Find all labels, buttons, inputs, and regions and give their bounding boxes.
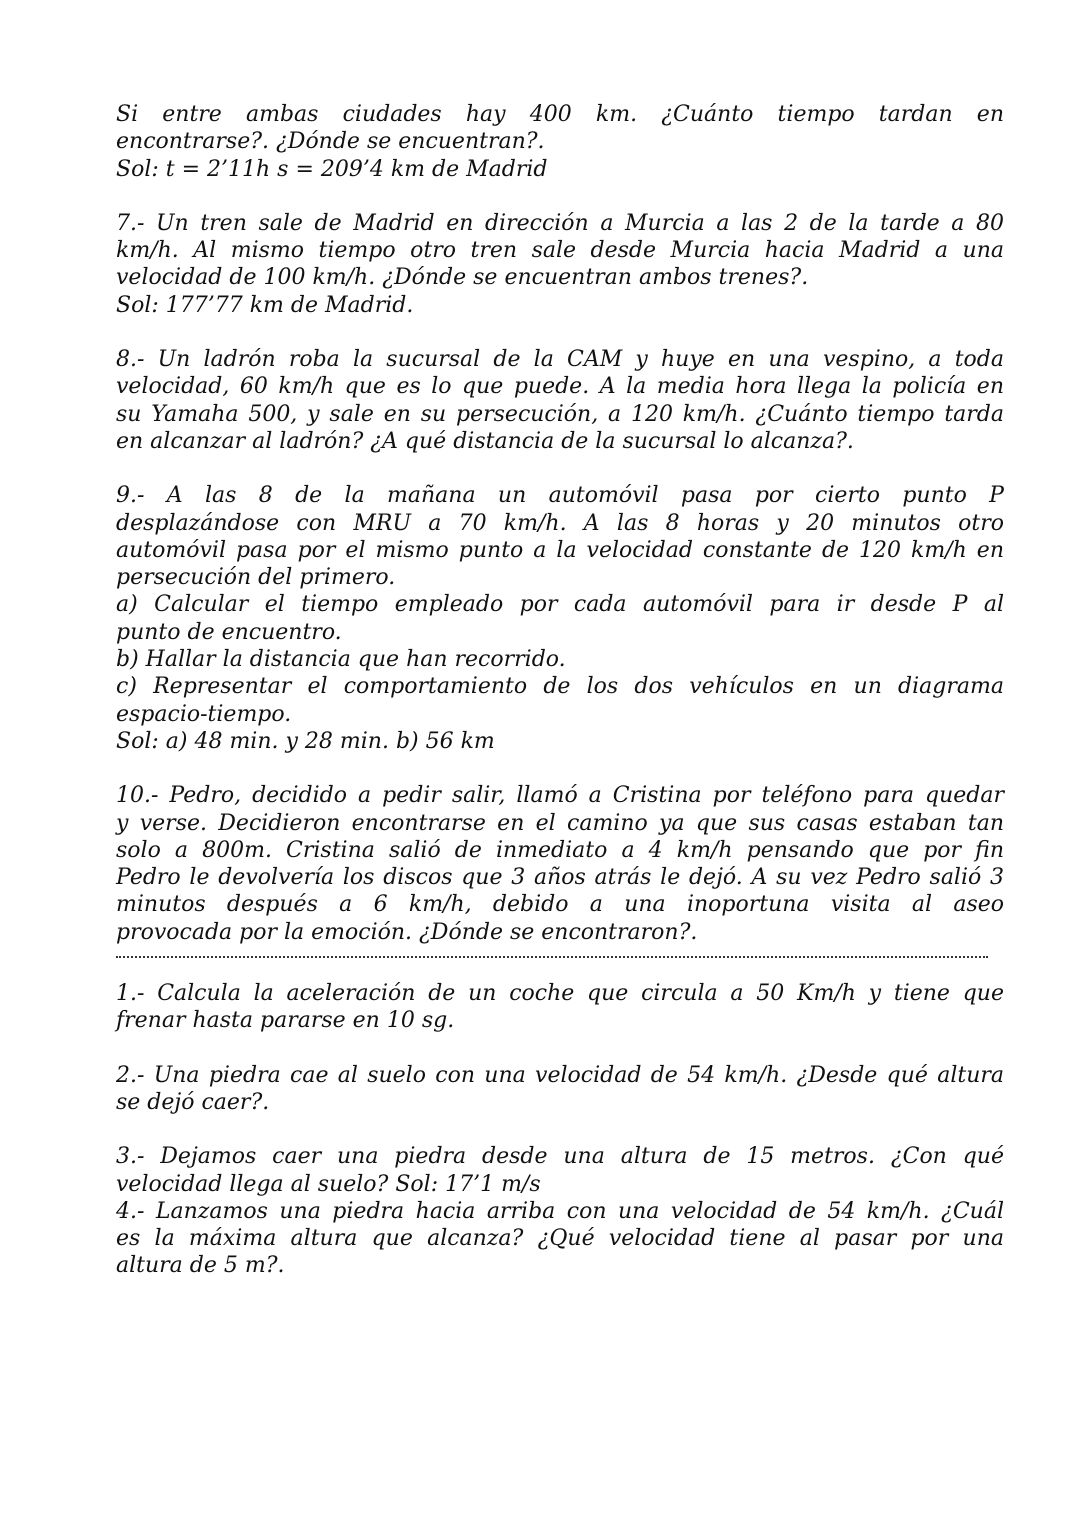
solution-line: Sol: t = 2’11h s = 209’4 km de Madrid xyxy=(116,156,548,182)
text-line: persecución del primero. xyxy=(116,565,396,591)
text-line: 7.- Un tren sale de Madrid en dirección a Murcia a las 2 de la tarde a 80 xyxy=(116,210,1004,236)
problem-10 xyxy=(116,782,1004,946)
text-line: minutos después a 6 km/h, debido a una inoportuna visita al aseo xyxy=(116,892,1004,918)
text-line: es la máxima altura que alcanza? ¿Qué velocidad tiene al pasar por una xyxy=(116,1226,1004,1252)
problem-6-continuation xyxy=(116,101,1004,183)
text-line: Pedro le devolvería los discos que 3 años atrás le dejó. A su vez Pedro salió 3 xyxy=(116,865,1004,891)
text-line: y verse. Decidieron encontrarse en el camino ya que sus casas estaban tan xyxy=(116,810,1004,836)
text-line: punto de encuentro. xyxy=(116,619,342,645)
text-line: espacio-tiempo. xyxy=(116,701,292,727)
text-line: 2.- Una piedra cae al suelo con una velocidad de 54 km/h. ¿Desde qué altura xyxy=(116,1062,1004,1088)
subquestion-a: a) Calcular el tiempo empleado por cada automóvil para ir desde P al xyxy=(116,592,1004,618)
text-line: provocada por la emoción. ¿Dónde se encontraron?. xyxy=(116,919,698,945)
text-line: velocidad de 100 km/h. ¿Dónde se encuentran ambos trenes?. xyxy=(116,265,809,291)
document-page xyxy=(116,101,1004,1280)
problem-9 xyxy=(116,482,1004,755)
question-1 xyxy=(116,980,1004,1035)
text-line: automóvil pasa por el mismo punto a la velocidad constante de 120 km/h en xyxy=(116,537,1004,563)
solution-line: Sol: 177’77 km de Madrid. xyxy=(116,292,414,318)
text-line: desplazándose con MRU a 70 km/h. A las 8 horas y 20 minutos otro xyxy=(116,510,1004,536)
text-line: velocidad llega al suelo? Sol: 17’1 m/s xyxy=(116,1171,541,1197)
text-line: encontrarse?. ¿Dónde se encuentran?. xyxy=(116,129,545,155)
question-3 xyxy=(116,1143,1004,1198)
text-line: solo a 800m. Cristina salió de inmediato a 4 km/h pensando que por fin xyxy=(116,837,1004,863)
question-2 xyxy=(116,1062,1004,1117)
text-line: en alcanzar al ladrón? ¿A qué distancia de la sucursal lo alcanza?. xyxy=(116,428,854,454)
text-line: 8.- Un ladrón roba la sucursal de la CAM y huye en una vespino, a toda xyxy=(116,347,1004,373)
text-line: 10.- Pedro, decidido a pedir salir, llamó a Cristina por teléfono para quedar xyxy=(116,783,1004,809)
text-line: 9.- A las 8 de la mañana un automóvil pasa por cierto punto P xyxy=(116,483,1004,509)
text-line: frenar hasta pararse en 10 sg. xyxy=(116,1008,455,1034)
text-line: km/h. Al mismo tiempo otro tren sale desde Murcia hacia Madrid a una xyxy=(116,238,1004,264)
text-line: su Yamaha 500, y sale en su persecución, a 120 km/h. ¿Cuánto tiempo tarda xyxy=(116,401,1004,427)
text-line: Si entre ambas ciudades hay 400 km. ¿Cuánto tiempo tardan en xyxy=(116,102,1004,127)
problem-7 xyxy=(116,210,1004,319)
text-line: se dejó caer?. xyxy=(116,1089,270,1115)
dotted-separator xyxy=(116,956,988,958)
text-line: altura de 5 m?. xyxy=(116,1253,285,1279)
solution-line: Sol: a) 48 min. y 28 min. b) 56 km xyxy=(116,728,495,754)
text-line: 4.- Lanzamos una piedra hacia arriba con una velocidad de 54 km/h. ¿Cuál xyxy=(116,1198,1004,1224)
subquestion-c: c) Representar el comportamiento de los dos vehículos en un diagrama xyxy=(116,674,1004,700)
text-line: 1.- Calcula la aceleración de un coche que circula a 50 Km/h y tiene que xyxy=(116,981,1004,1007)
problem-8 xyxy=(116,346,1004,455)
subquestion-b: b) Hallar la distancia que han recorrido. xyxy=(116,647,566,673)
question-4 xyxy=(116,1198,1004,1280)
text-line: velocidad, 60 km/h que es lo que puede. A la media hora llega la policía en xyxy=(116,374,1004,400)
text-line: 3.- Dejamos caer una piedra desde una altura de 15 metros. ¿Con qué xyxy=(116,1144,1004,1170)
